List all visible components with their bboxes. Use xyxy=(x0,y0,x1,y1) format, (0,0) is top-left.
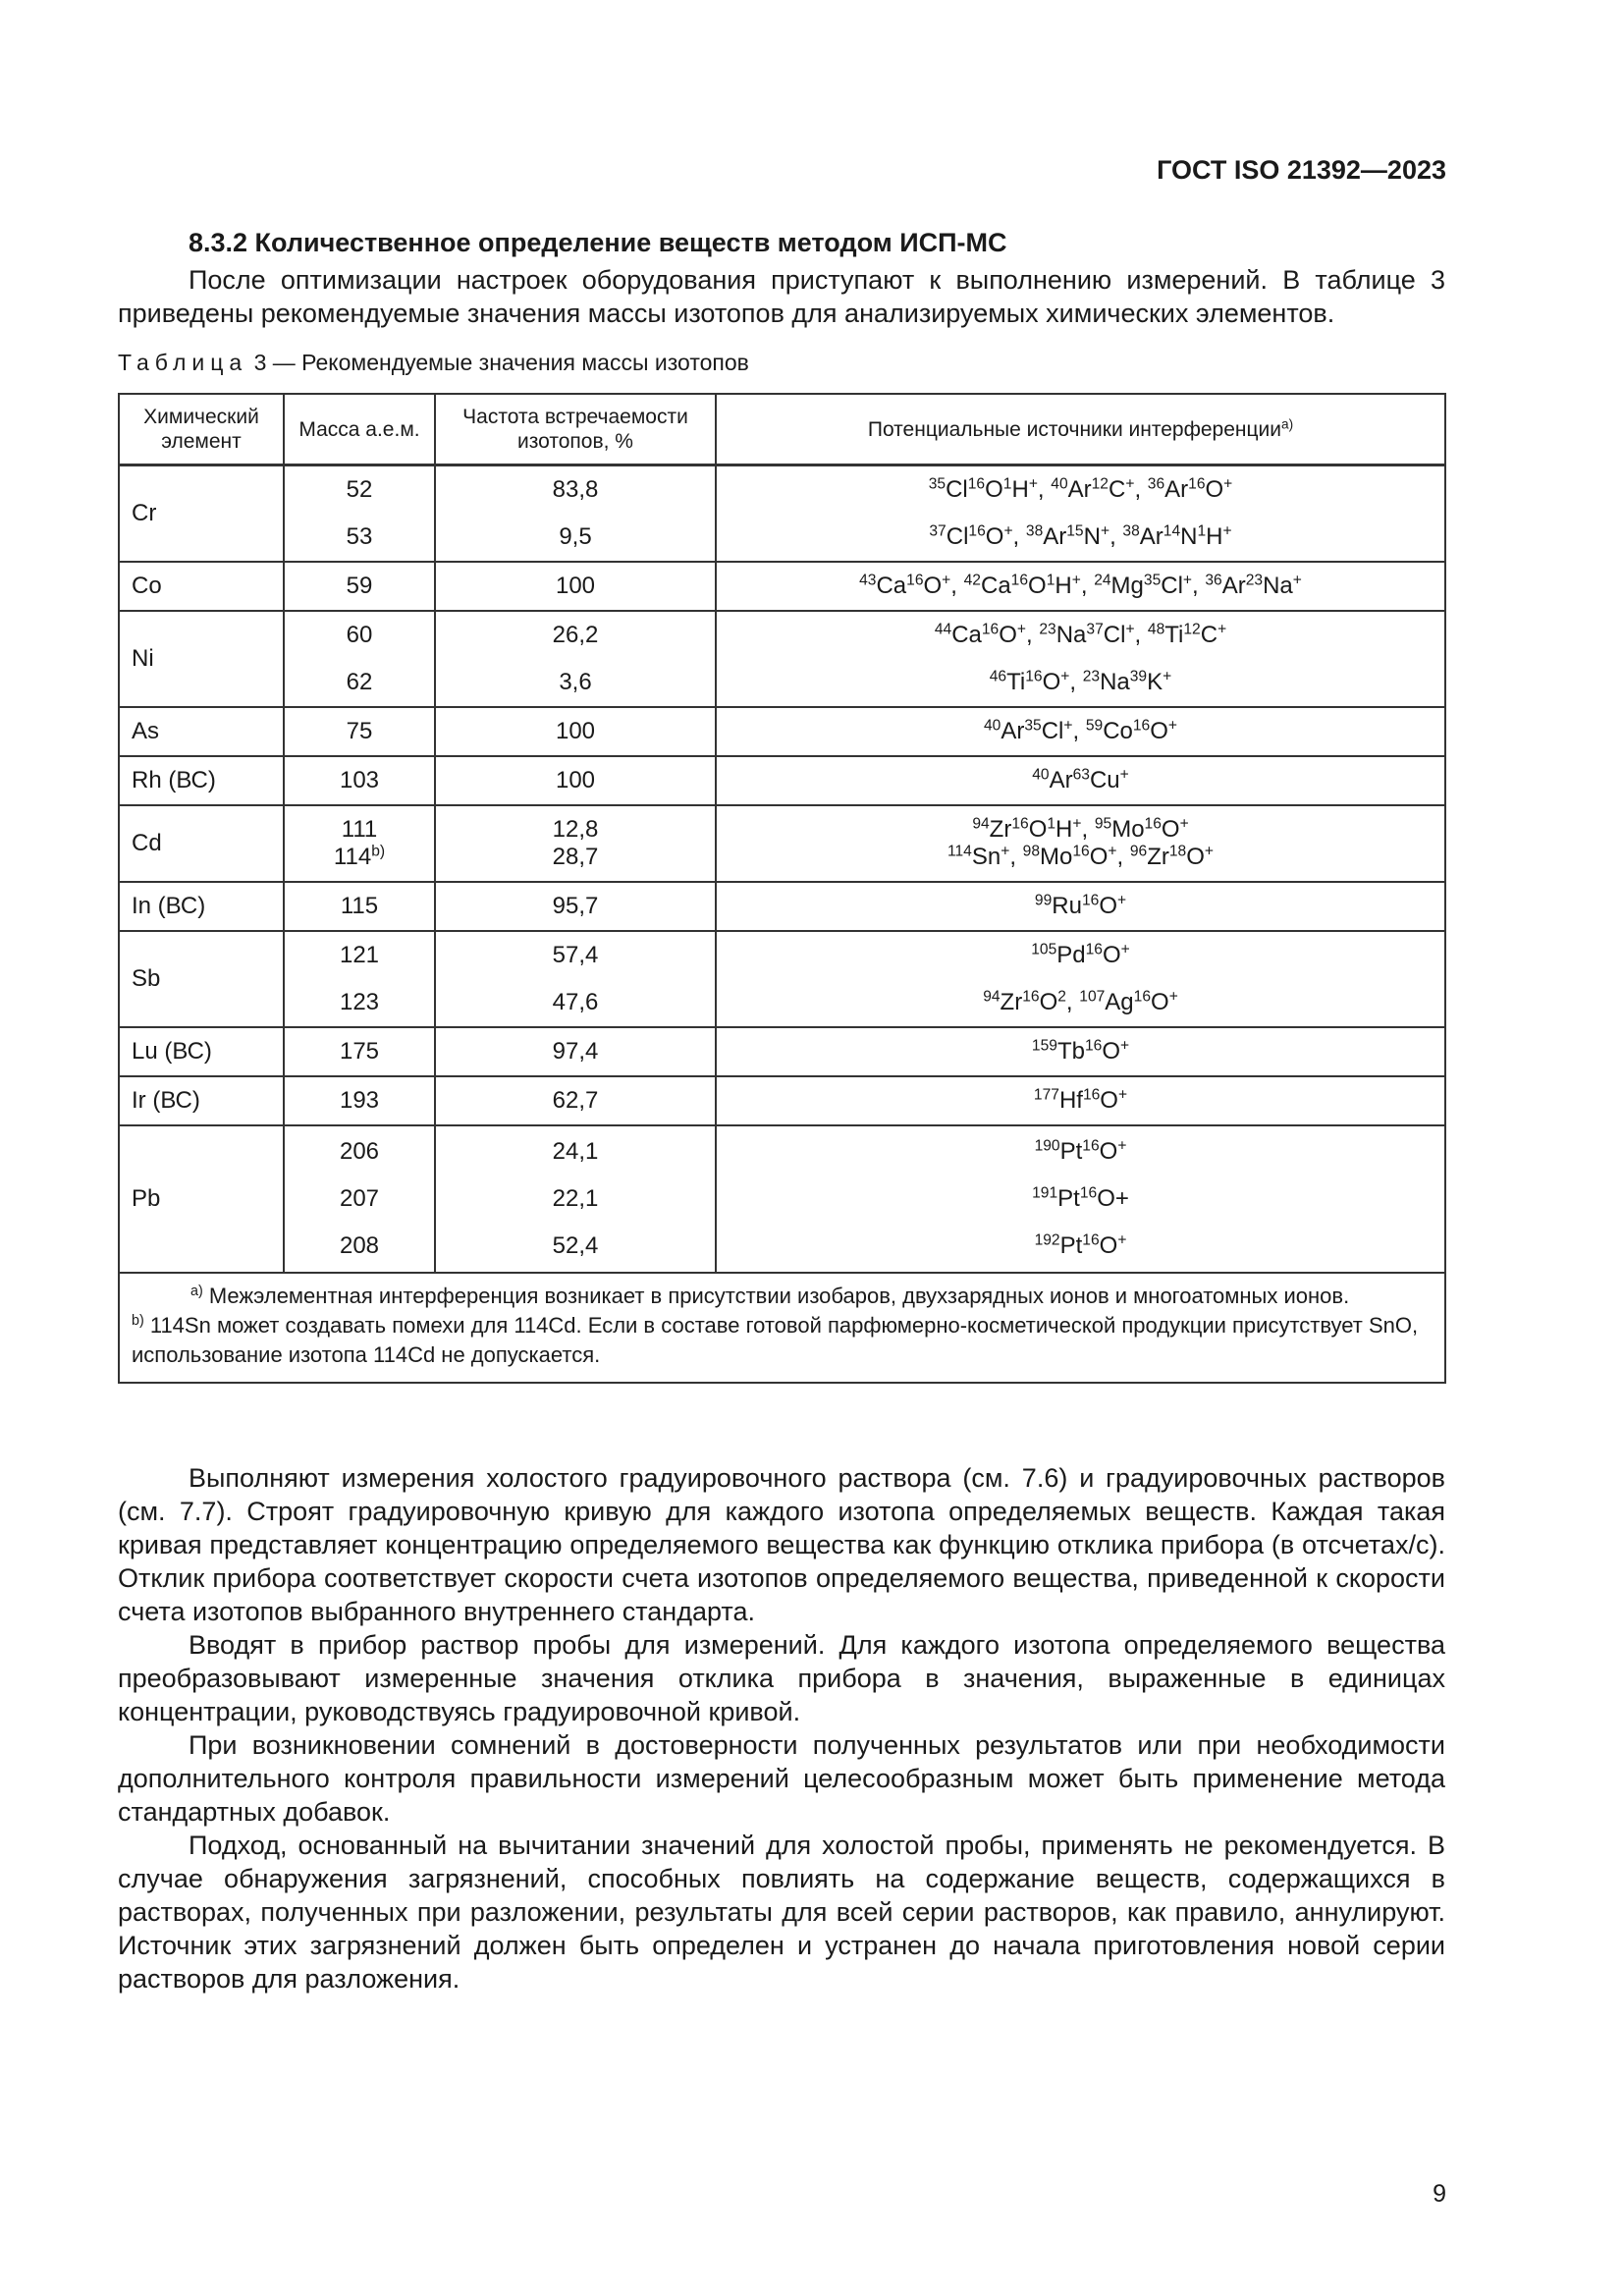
cell-interference: $^{190}$Pt$^{16}$O+ xyxy=(1034,1137,1127,1165)
cell-interference: $^{40}$Ar$^{35}$Cl+, $^{59}$Co$^{16}$O+ xyxy=(716,707,1445,756)
cell-frequency: 26,2 xyxy=(552,622,599,648)
table-row xyxy=(119,1076,1445,1125)
cell-mass: 75 xyxy=(284,707,435,756)
intro-text: После оптимизации настроек оборудования приступают к выполнению измерений. В таблице 3 приведены рекомендуемые значения массы изотопов для анализируемых химических элементов. xyxy=(118,265,1445,328)
body-paragraph: Вводят в прибор раствор пробы для измерений. Для каждого изотопа определяемого вещества преобразовывают измеренные значения отклика прибора в значения, выраженные в единицах концентрации, руководствуясь градуировочной кривой. xyxy=(118,1630,1445,1726)
cell-mass: 60 xyxy=(346,622,373,648)
footnote-a: $^{a)}$ Межэлементная интерференция возникает в присутствии изобаров, двухзарядных ионов и многоатомных ионов. xyxy=(190,1284,1350,1308)
cell-element: As xyxy=(119,707,284,756)
cell-frequency: 100 xyxy=(435,562,716,611)
table-header-row xyxy=(119,394,1445,465)
cell-interference: $^{46}$Ti$^{16}$O+, $^{23}$Na$^{39}$K+ xyxy=(989,668,1172,695)
cell-interference: $^{40}$Ar$^{63}$Cu+ xyxy=(716,756,1445,805)
page-number: 9 xyxy=(1433,2180,1446,2208)
cell-frequency: 3,6 xyxy=(559,669,592,695)
table-row xyxy=(119,707,1445,756)
cell-frequency: 57,4 xyxy=(552,942,599,968)
table-row xyxy=(119,1125,1445,1273)
cell-frequency: 52,4 xyxy=(552,1232,599,1259)
cell-mass: 103 xyxy=(284,756,435,805)
footnote-b: $^{b)}$ 114Sn может создавать помехи для 114Cd. Если в составе готовой парфюмерно-косметической продукции присутствует SnO, использование изотопа 114Cd не допускается. xyxy=(132,1313,1419,1367)
cell-frequency: 100 xyxy=(435,707,716,756)
cell-interference: $^{159}$Tb$^{16}$O+ xyxy=(716,1027,1445,1076)
cell-mass: 208 xyxy=(339,1232,380,1259)
document-header: ГОСТ ISO 21392—2023 xyxy=(1157,155,1446,185)
cell-frequency: 24,1 xyxy=(552,1138,599,1165)
cell-frequency: 47,6 xyxy=(552,989,599,1015)
cell-frequency: 9,5 xyxy=(559,523,592,550)
isotope-table xyxy=(118,393,1446,1384)
table-row xyxy=(119,931,1445,1027)
cell-frequency: 22,1 xyxy=(552,1185,599,1212)
cell-interference: $^{94}Zr^{16}O^2$, $^{107}$Ag$^{16}$O+ xyxy=(983,988,1178,1015)
cell-interference: $^{192}$Pt$^{16}$O+ xyxy=(1034,1231,1127,1259)
caption-label: Таблица xyxy=(118,350,248,375)
cell-interference: $^{99}$Ru$^{16}$O+ xyxy=(716,882,1445,931)
cell-interference: $^{191}Pt^{16}O+$ xyxy=(1032,1184,1129,1212)
table-row xyxy=(119,882,1445,931)
header-mass: Масса а.е.м. xyxy=(284,394,435,465)
cell-element: Sb xyxy=(119,931,284,1027)
intro-paragraph xyxy=(118,263,1445,330)
caption-text: 3 — Рекомендуемые значения массы изотопов xyxy=(253,350,749,375)
cell-interference: $^{177}$Hf$^{16}$O+ xyxy=(716,1076,1445,1125)
cell-element: Ir (ВС) xyxy=(119,1076,284,1125)
cell-element: Lu (ВС) xyxy=(119,1027,284,1076)
cell-mass: 62 xyxy=(346,669,373,695)
cell-mass: 206 xyxy=(339,1138,380,1165)
cell-mass: 111 xyxy=(341,816,378,843)
cell-frequency: 95,7 xyxy=(435,882,716,931)
cell-frequency: 97,4 xyxy=(435,1027,716,1076)
cell-mass: 115 xyxy=(284,882,435,931)
cell-element: Cd xyxy=(119,805,284,882)
cell-interference: $^{94}Zr^{16}O^1H^+$, $^{95}$Mo$^{16}$O+ xyxy=(972,815,1189,843)
cell-mass: 59 xyxy=(284,562,435,611)
cell-interference: $^{105}$Pd$^{16}$O+ xyxy=(1031,941,1130,968)
cell-frequency: 62,7 xyxy=(435,1076,716,1125)
cell-interference: $^{43}$Ca$^{16}$O+, $^{42}Ca^{16}O^1H^+$, $^{24}$Mg$^{35}$Cl+, $^{36}$Ar$^{23}$Na+ xyxy=(716,562,1445,611)
body-paragraph: При возникновении сомнений в достоверности полученных результатов или при необходимости дополнительного контроля правильности измерений целесообразным может быть применение метода стандартных добавок. xyxy=(118,1730,1445,1827)
table-row xyxy=(119,805,1445,882)
cell-element: Co xyxy=(119,562,284,611)
body-paragraph: Выполняют измерения холостого градуировочного раствора (см. 7.6) и градуировочных растворов (см. 7.7). Строят градуировочную кривую для каждого изотопа определяемых веществ. Каждая такая кривая представляет концентрацию определяемого вещества как функцию отклика прибора (в отсчетах/с). Отклик прибора соответствует скорости счета изотопов определяемого вещества, приведенной к скорости счета изотопов выбранного внутреннего стандарта. xyxy=(118,1463,1445,1626)
table-notes-row xyxy=(119,1273,1445,1383)
cell-element: In (ВС) xyxy=(119,882,284,931)
footnote-marker-b: b) xyxy=(371,843,386,860)
cell-frequency: 12,8 xyxy=(552,816,599,843)
table-row xyxy=(119,1027,1445,1076)
header-interference-label: Потенциальные источники интерференции xyxy=(867,417,1281,441)
cell-interference: $^{114}$Sn+, $^{98}$Mo$^{16}$O+, $^{96}$Zr$^{18}$O+ xyxy=(947,843,1215,870)
table-caption xyxy=(118,350,749,376)
header-frequency: Частота встречаемости изотопов, % xyxy=(435,394,716,465)
cell-mass: 207 xyxy=(339,1185,380,1212)
cell-element: Ni xyxy=(119,611,284,707)
cell-element: Cr xyxy=(119,465,284,563)
cell-mass: 53 xyxy=(346,523,373,550)
table-row xyxy=(119,611,1445,707)
cell-frequency: 100 xyxy=(435,756,716,805)
cell-interference: $^{44}$Ca$^{16}$O+, $^{23}$Na$^{37}$Cl+, $^{48}$Ti$^{12}$C+ xyxy=(934,621,1227,648)
header-interference xyxy=(716,394,1445,465)
cell-mass: 193 xyxy=(284,1076,435,1125)
section-title: 8.3.2 Количественное определение веществ методом ИСП-МС xyxy=(189,228,1007,257)
cell-frequency: 83,8 xyxy=(552,476,599,503)
cell-frequency: 28,7 xyxy=(552,844,599,870)
cell-mass: 123 xyxy=(339,989,380,1015)
table-row xyxy=(119,756,1445,805)
table-row xyxy=(119,562,1445,611)
cell-element: Pb xyxy=(119,1125,284,1273)
body-paragraph: Подход, основанный на вычитании значений для холостой пробы, применять не рекомендуется. В случае обнаружения загрязнений, способных повлиять на содержание веществ, содержащихся в растворах, полученных при разложении, результаты для всей серии растворов, как правило, аннулируют. Источник этих загрязнений должен быть определен и устранен до начала приготовления новой серии растворов для разложения. xyxy=(118,1831,1445,1994)
cell-interference: $^{35}Cl^{16}O^1H^+$, $^{40}$Ar$^{12}$C+, $^{36}$Ar$^{16}$O+ xyxy=(928,475,1233,503)
cell-mass: 121 xyxy=(339,942,380,968)
cell-mass: 114 xyxy=(333,844,372,870)
footnote-marker-a: a) xyxy=(1281,416,1294,431)
table-row xyxy=(119,465,1445,563)
cell-mass: 52 xyxy=(346,476,373,503)
cell-interference: $^{37}$Cl$^{16}$O+, $^{38}$Ar$^{15}$N+, $^{38}Ar^{14}N^1H^+$ xyxy=(929,522,1232,550)
cell-mass: 175 xyxy=(284,1027,435,1076)
cell-element: Rh (ВС) xyxy=(119,756,284,805)
header-element: Химический элемент xyxy=(119,394,284,465)
